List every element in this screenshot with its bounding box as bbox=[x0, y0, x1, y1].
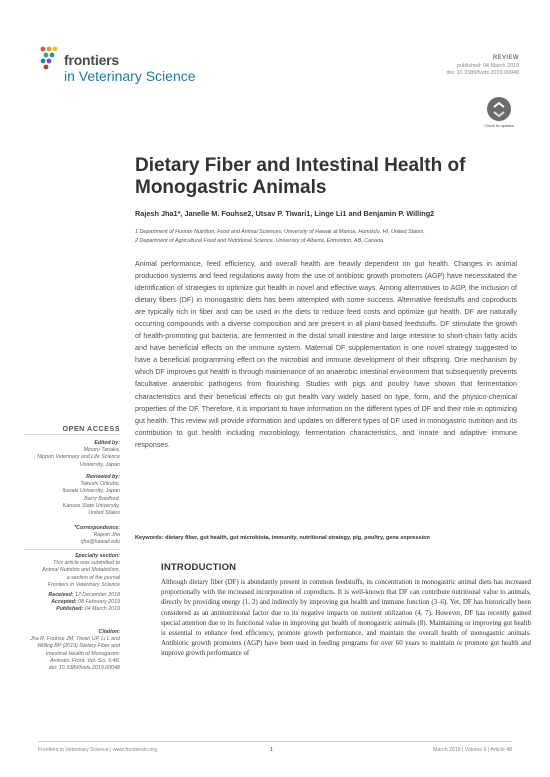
reviewer-line: Takeshi Ohkubo, bbox=[80, 481, 120, 488]
editor-line: University, Japan bbox=[79, 461, 120, 468]
specialty-line: Animal Nutrition and Metabolism, bbox=[42, 567, 120, 574]
keywords-list: dietary fiber, gut health, gut microbiota, immunity, nutritional strategy, pig, poultry, gene expression bbox=[165, 535, 430, 541]
sidebar-divider bbox=[24, 434, 120, 435]
received-label: Received: bbox=[48, 592, 74, 598]
check-updates-glyph-icon bbox=[487, 97, 511, 121]
correspondence-email[interactable]: rjha@hawaii.edu bbox=[80, 539, 120, 546]
section-heading-introduction: INTRODUCTION bbox=[161, 562, 237, 573]
page-number: 1 bbox=[270, 747, 274, 753]
citation-line: Animals. Front. Vet. Sci. 6:48. bbox=[50, 657, 120, 664]
check-for-updates-label: Check for updates bbox=[484, 124, 514, 128]
reviewer-line: Ibaraki University, Japan bbox=[62, 488, 120, 495]
citation-line: Willing BP (2019) Dietary Fiber and bbox=[37, 643, 120, 650]
specialty-section bbox=[24, 553, 120, 589]
edited-by-label: Edited by: bbox=[94, 440, 120, 446]
accepted-date: 08 February 2019 bbox=[78, 599, 120, 606]
accepted-row bbox=[24, 599, 120, 606]
brand-name: frontiers bbox=[64, 52, 119, 68]
footer-divider bbox=[38, 741, 512, 742]
correspondence-name: Rajesh Jha bbox=[93, 532, 120, 539]
citation-doi[interactable]: doi: 10.3389/fvets.2019.00048 bbox=[48, 665, 120, 672]
published-label: Published: bbox=[56, 606, 84, 613]
received-date: 17 December 2018 bbox=[74, 592, 120, 598]
published-date: published: 04 March 2019 bbox=[456, 63, 519, 69]
citation-line: Intestinal Health of Monogastric bbox=[45, 650, 120, 657]
affiliation-2: 2 Department of Agricultural Food and Nutritional Science, University of Alberta, Edmonton, AB, Canada bbox=[135, 237, 384, 244]
received-row bbox=[24, 592, 120, 599]
article-type: REVIEW bbox=[492, 55, 519, 61]
editor-line: Nippon Veterinary and Life Science bbox=[37, 454, 120, 461]
footer-journal-link[interactable]: Frontiers in Veterinary Science | www.frontiersin.org bbox=[38, 747, 157, 753]
doi-link[interactable]: doi: 10.3389/fvets.2019.00048 bbox=[446, 70, 519, 76]
accepted-label: Accepted: bbox=[51, 599, 77, 606]
correspondence-section bbox=[24, 525, 120, 547]
check-for-updates-icon[interactable] bbox=[487, 97, 511, 121]
citation-line: Jha R, Fouhse JM, Tiwari UP, Li L and bbox=[30, 636, 120, 643]
author-list: Rajesh Jha1*, Janelle M. Fouhse2, Utsav P. Tiwari1, Linge Li1 and Benjamin P. Willing2 bbox=[135, 209, 435, 218]
specialty-label: Specialty section: bbox=[74, 553, 120, 559]
footer-issue-info: March 2019 | Volume 6 | Article 48 bbox=[433, 747, 512, 753]
correspondence-label: *Correspondence: bbox=[74, 525, 120, 531]
edited-by-section bbox=[24, 440, 120, 469]
introduction-text: Although dietary fiber (DF) is abundantly present in common feedstuffs, its concentration in monogastric animal diets has increased proportionally with the increased incorporation of coproducts. It is well-known that DF can contribute nutritional value to animals, directly by providing energy (1, 2) and indirectly by improving gut health and immune function (3–6). Yet, DF has historically been considered as an antinutritional factor due to its negative impacts on nutrient utilization (4, 7). However, DF has recently gained special attention due to its functional value in improving gut health of monogastric animals (8). Maintaining or improving gut health is essential to enhance feed efficiency, promote growth performance, and maintain the overall health of monogastric animals. Antibiotic growth promoters (AGP) have been used in feeding programs for over 60 years to maintain or promote gut health and improve growth performance of bbox=[161, 579, 531, 658]
dates-section bbox=[24, 592, 120, 614]
reviewed-by-label: Reviewed by: bbox=[86, 474, 120, 480]
affiliations bbox=[135, 228, 530, 245]
frontiers-logo-icon bbox=[38, 44, 62, 72]
article-title: Dietary Fiber and Intestinal Health of Monogastric Animals bbox=[135, 155, 466, 198]
reviewed-by-section bbox=[24, 474, 120, 517]
citation-label: Citation: bbox=[98, 629, 120, 635]
journal-name: in Veterinary Science bbox=[64, 68, 196, 84]
sidebar-divider bbox=[24, 549, 120, 550]
specialty-line: Frontiers in Veterinary Science bbox=[47, 581, 120, 588]
specialty-line: This article was submitted to bbox=[53, 560, 120, 567]
abstract: Animal performance, feed efficiency, and overall health are heavily dependent on gut health. Changes in animal production systems and feed regulations away from the use of antibiotic growth promoters (AGP) have necessitated the identification of strategies to optimize gut health in novel and effective ways. Among alternatives to AGP, the inclusion of dietary fibers (DF) in monogastric diets has been attempted with some success. Alternative feedstuffs and coproducts are typically rich in fiber and can be used in the diets to reduce feed costs and optimize gut health. DF are naturally occurring compounds with a diverse composition and are present in all plant-based feedstuffs. DF stimulate the growth of health-promoting gut bacteria, are fermented in the distal small intestine and large intestine to short-chain fatty acids and have beneficial effects on the immune system. Maternal DF supplementation is one novel strategy suggested to have a beneficial programming effect on the microbial and immune development of their offspring. One mechanism by which DF improves gut health is through maintenance of an anaerobic intestinal environment that subsequently prevents facultative anaerobic pathogens from flourishing. Studies with pigs and poultry have shown that fermentation characteristics and their beneficial effects on gut health vary widely based on type, form, and the physico-chemical properties of the DF. Therefore, it is important to have information on the different types of DF and their role in optimizing gut health. This review will provide information and updates on different types of DF used in monogastric nutrition and its contribution to gut health including microbiology, fermentation characteristics, and innate and adaptive immune responses. bbox=[135, 260, 517, 449]
open-access-label: OPEN ACCESS bbox=[62, 424, 120, 433]
reviewer-line: Kansas State University, bbox=[62, 502, 120, 509]
published-row bbox=[24, 606, 120, 613]
editor-line: Minoru Tanaka, bbox=[83, 447, 120, 454]
keywords-label: Keywords: bbox=[135, 535, 164, 541]
reviewer-line: United States bbox=[88, 510, 120, 517]
keywords bbox=[135, 535, 530, 541]
published-date-sidebar: 04 March 2019 bbox=[84, 606, 120, 613]
citation-section bbox=[24, 629, 120, 672]
affiliation-1: 1 Department of Human Nutrition, Food and Animal Sciences, University of Hawaii at Manoa, Honolulu, HI, United States, bbox=[135, 229, 425, 235]
reviewer-line: Barry Bradford, bbox=[84, 495, 120, 502]
specialty-line: a section of the journal bbox=[66, 574, 120, 581]
